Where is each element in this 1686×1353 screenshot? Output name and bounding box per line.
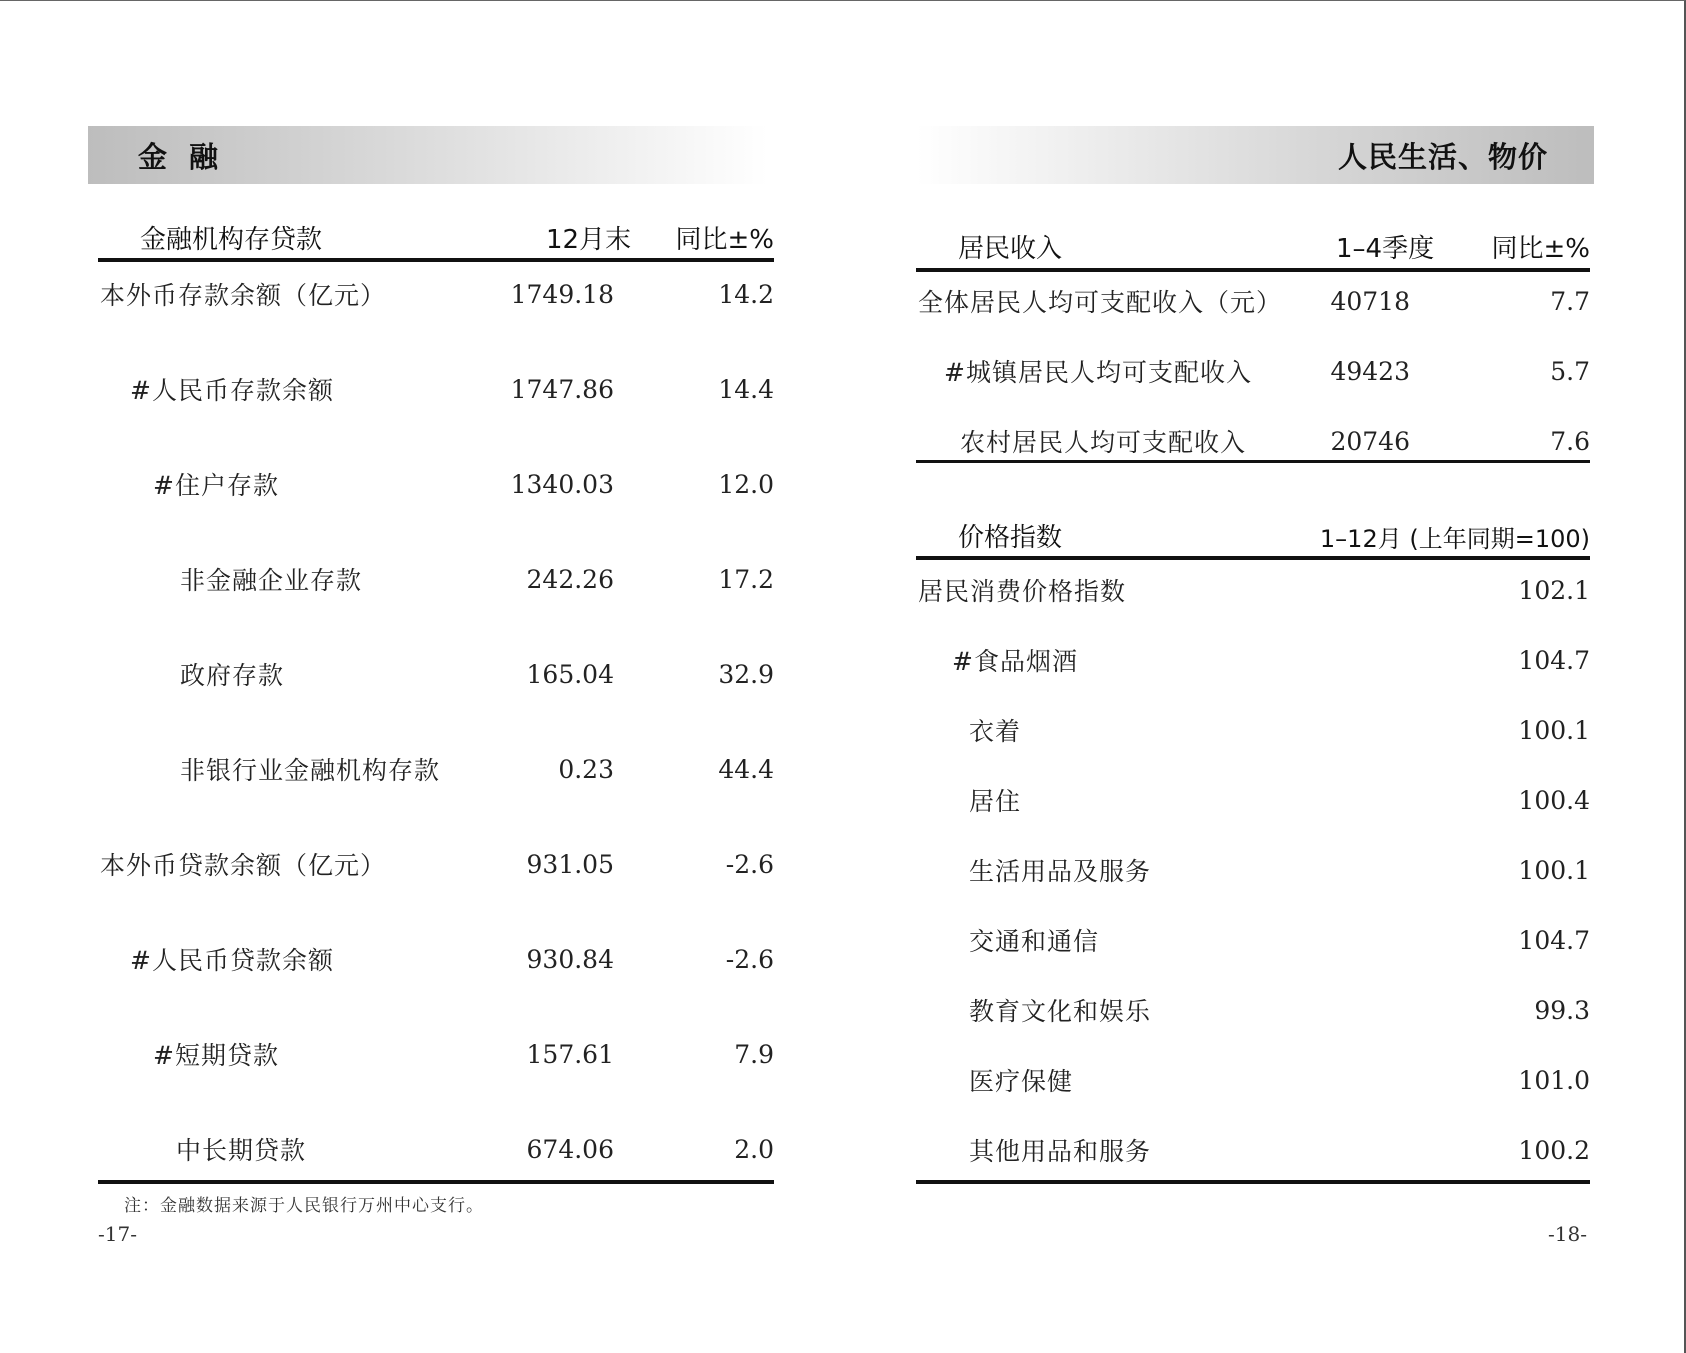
table-row [153,464,774,504]
finance-table-header [140,218,774,256]
row-label: #人民币贷款余额 [130,946,334,975]
price-header-rule [916,556,1590,560]
table-row [918,570,1590,610]
row-value-yoy: -2.6 [725,849,774,879]
row-value-index: 104.7 [1518,645,1590,675]
row-value-index: 100.1 [1518,855,1590,885]
table-row [180,749,774,789]
row-value-dec: 0.23 [558,754,614,784]
row-value-index: 101.0 [1518,1065,1590,1095]
row-value-yoy: 32.9 [718,659,774,689]
row-label: 农村居民人均可支配收入 [960,428,1247,457]
row-value-income: 40718 [1330,286,1410,316]
row-value-dec: 1749.18 [510,279,614,309]
row-value-yoy: 44.4 [718,754,774,784]
row-value-index: 99.3 [1534,995,1590,1025]
header-col1: 12月末 [546,225,632,255]
table-row [130,939,774,979]
row-label: 中长期贷款 [176,1136,307,1165]
row-label: #城镇居民人均可支配收入 [944,358,1252,387]
table-row [969,1130,1590,1170]
row-label: 交通和通信 [969,927,1100,956]
table-row [153,1034,774,1074]
footnote: 注：金融数据来源于人民银行万州中心支行。 [124,1196,484,1216]
price-bottom-rule [916,1180,1590,1184]
table-row [969,780,1590,820]
row-value-dec: 1747.86 [510,374,614,404]
table-row [100,844,774,884]
row-value-yoy: 17.2 [718,564,774,594]
header-label: 金融机构存贷款 [140,225,323,255]
page-number-right: -18- [1548,1222,1587,1246]
finance-bottom-rule [98,1180,774,1184]
table-row [969,990,1590,1030]
row-label: 其他用品和服务 [969,1137,1152,1166]
table-row [180,559,774,599]
header-col2: 同比±% [675,225,774,255]
page-number-left: -17- [98,1222,137,1246]
row-value-yoy: 5.7 [1550,356,1590,386]
income-table-header [958,227,1590,265]
row-value-dec: 157.61 [526,1039,614,1069]
income-header-rule [916,268,1590,272]
row-value-income: 20746 [1330,426,1410,456]
row-value-index: 100.1 [1518,715,1590,745]
row-value-index: 104.7 [1518,925,1590,955]
row-label: 衣着 [969,717,1022,746]
table-row [918,281,1590,321]
row-label: #住户存款 [153,471,279,500]
row-value-yoy: 12.0 [718,469,774,499]
table-row [960,421,1590,461]
row-value-dec: 674.06 [526,1134,614,1164]
row-value-yoy: -2.6 [725,944,774,974]
header-label: 居民收入 [958,234,1063,264]
row-label: 全体居民人均可支配收入（元） [918,288,1283,317]
row-value-dec: 242.26 [526,564,614,594]
table-row [944,351,1590,391]
income-bottom-rule [916,460,1590,463]
header-col1: 1–4季度 [1336,234,1435,264]
row-value-dec: 930.84 [526,944,614,974]
section-title: 金融 [138,139,241,174]
row-label: 政府存款 [180,661,285,690]
row-value-index: 100.2 [1518,1135,1590,1165]
row-value-index: 102.1 [1518,575,1590,605]
price-table-header [958,516,1590,554]
row-value-yoy: 7.9 [734,1039,774,1069]
row-value-yoy: 14.4 [718,374,774,404]
table-row [952,640,1590,680]
row-label: 非金融企业存款 [180,566,363,595]
table-row [969,710,1590,750]
row-value-dec: 165.04 [526,659,614,689]
table-row [969,920,1590,960]
row-value-yoy: 7.6 [1550,426,1590,456]
row-value-index: 100.4 [1518,785,1590,815]
section-banner-finance [88,126,768,184]
row-label: 居民消费价格指数 [918,577,1127,606]
row-label: #食品烟酒 [952,647,1078,676]
row-label: #人民币存款余额 [130,376,334,405]
table-row [969,850,1590,890]
section-title: 人民生活、物价 [1337,139,1548,174]
row-label: 医疗保健 [969,1067,1074,1096]
header-label: 价格指数 [958,523,1063,553]
finance-header-rule [98,258,774,262]
row-label: 本外币贷款余额（亿元） [100,851,387,880]
section-banner-living [916,126,1594,184]
row-label: 本外币存款余额（亿元） [100,281,387,310]
header-col2: 同比±% [1491,234,1590,264]
table-row [100,274,774,314]
row-label: #短期贷款 [153,1041,279,1070]
table-row [130,369,774,409]
row-label: 生活用品及服务 [969,857,1152,886]
table-row [176,1129,774,1169]
table-row [969,1060,1590,1100]
row-value-dec: 931.05 [526,849,614,879]
row-value-dec: 1340.03 [510,469,614,499]
header-col1: 1–12月 (上年同期=100) [1319,525,1590,553]
row-value-yoy: 14.2 [718,279,774,309]
row-value-yoy: 7.7 [1550,286,1590,316]
row-label: 居住 [969,787,1022,816]
row-label: 非银行业金融机构存款 [180,756,441,785]
table-row [180,654,774,694]
row-value-income: 49423 [1330,356,1410,386]
row-value-yoy: 2.0 [734,1134,774,1164]
row-label: 教育文化和娱乐 [969,997,1152,1026]
